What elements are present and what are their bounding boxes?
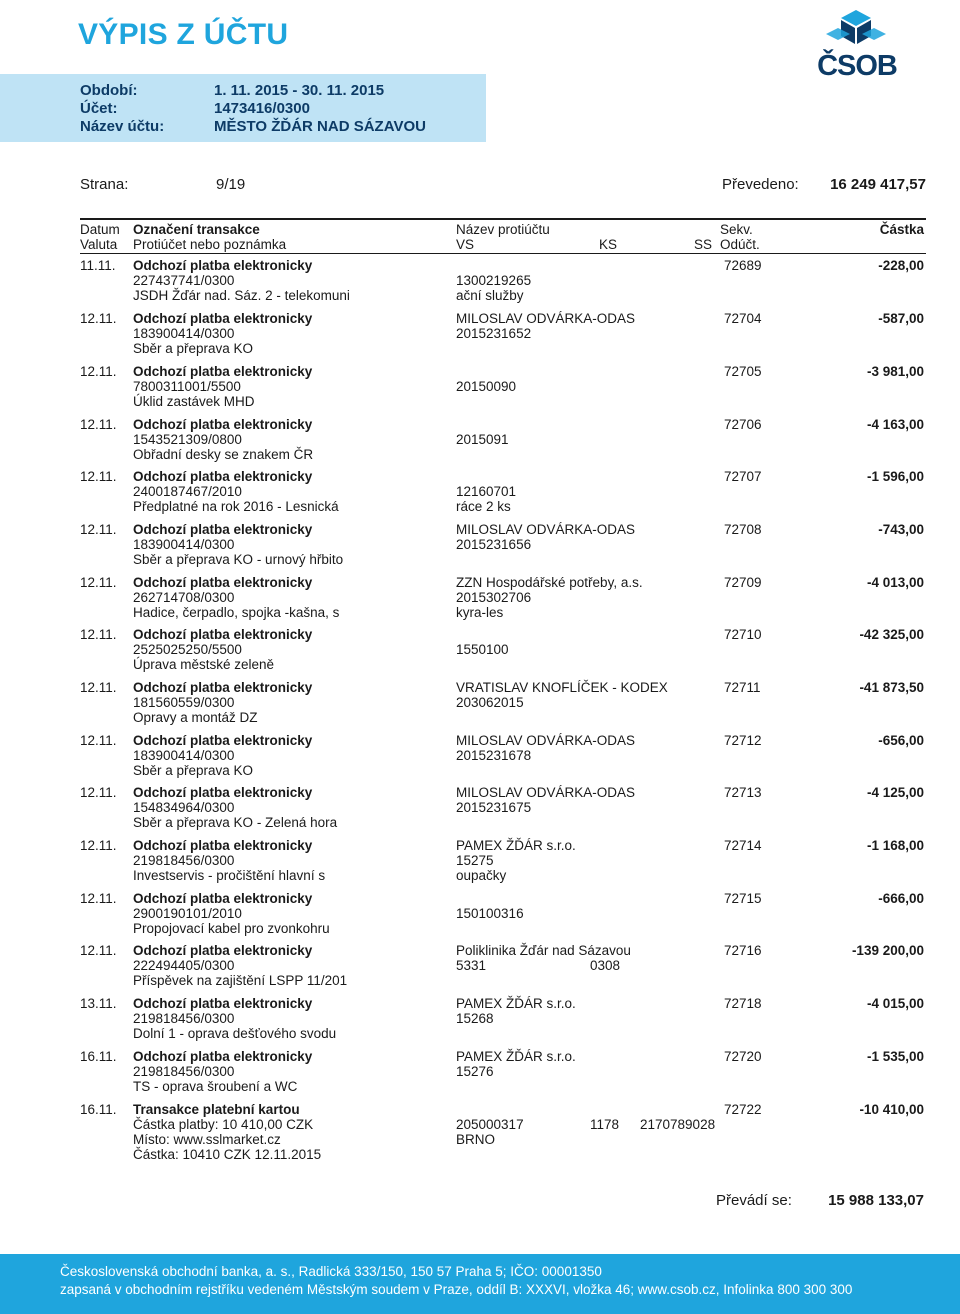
row-note: TS - oprava šroubení a WC bbox=[133, 1079, 298, 1094]
row-date: 12.11. bbox=[80, 627, 117, 642]
table-row bbox=[0, 258, 960, 310]
row-counter-account: 219818456/0300 bbox=[133, 1011, 235, 1026]
row-vs: 203062015 bbox=[456, 695, 524, 710]
row-counter-account: 7800311001/5500 bbox=[133, 379, 241, 394]
table-row bbox=[0, 311, 960, 363]
row-date: 13.11. bbox=[80, 996, 117, 1011]
table-row bbox=[0, 838, 960, 890]
row-counter-account: 2525025250/5500 bbox=[133, 642, 242, 657]
row-vs: 2015091 bbox=[456, 432, 509, 447]
row-counter-account: 183900414/0300 bbox=[133, 537, 235, 552]
row-vs: 15276 bbox=[456, 1064, 494, 1079]
row-card-city: BRNO bbox=[456, 1132, 496, 1147]
row-note: Příspěvek na zajištění LSPP 11/201 bbox=[133, 973, 348, 988]
footer-address: Československá obchodní banka, a. s., Radlická 333/150, 150 57 Praha 5; IČO: 00001350 bbox=[60, 1264, 602, 1279]
row-seq: 72708 bbox=[724, 522, 762, 537]
row-date: 12.11. bbox=[80, 311, 117, 326]
table-row bbox=[0, 469, 960, 521]
account-value: 1473416/0300 bbox=[214, 100, 310, 117]
row-amount: -4 163,00 bbox=[866, 417, 924, 432]
row-date: 16.11. bbox=[80, 1049, 117, 1064]
row-counter-name: PAMEX ŽĎÁR s.r.o. bbox=[456, 996, 576, 1011]
row-vs: 2015231678 bbox=[456, 748, 532, 763]
row-type: Odchozí platba elektronicky bbox=[133, 1049, 313, 1064]
row-date: 12.11. bbox=[80, 522, 117, 537]
col-vs: VS bbox=[456, 237, 475, 252]
row-vs: 2015302706 bbox=[456, 590, 532, 605]
row-date: 12.11. bbox=[80, 891, 117, 906]
row-counter-account: 2900190101/2010 bbox=[133, 906, 242, 921]
row-note: Investservis - pročištění hlavní s bbox=[133, 868, 326, 883]
table-row bbox=[0, 943, 960, 995]
page-number: 9/19 bbox=[216, 176, 246, 193]
table-row bbox=[0, 1102, 960, 1164]
row-vs: 5331 bbox=[456, 958, 487, 973]
row-date: 12.11. bbox=[80, 364, 117, 379]
row-counter-account: 219818456/0300 bbox=[133, 853, 235, 868]
row-note: Sběr a přeprava KO - urnový hřbito bbox=[133, 552, 344, 567]
carried-over-label: Převedeno: bbox=[722, 176, 799, 193]
row-type: Odchozí platba elektronicky bbox=[133, 891, 313, 906]
row-seq: 72709 bbox=[724, 575, 762, 590]
row-seq: 72704 bbox=[724, 311, 762, 326]
csob-logo bbox=[808, 8, 906, 80]
row-seq: 72712 bbox=[724, 733, 762, 748]
document-title: VÝPIS Z ÚČTU bbox=[78, 18, 289, 51]
row-amount: -743,00 bbox=[878, 522, 924, 537]
row-amount: -3 981,00 bbox=[866, 364, 924, 379]
row-type: Odchozí platba elektronicky bbox=[133, 469, 313, 484]
table-row bbox=[0, 996, 960, 1048]
row-date: 12.11. bbox=[80, 469, 117, 484]
row-note: Opravy a montáž DZ bbox=[133, 710, 258, 725]
row-counter-account: 219818456/0300 bbox=[133, 1064, 235, 1079]
row-type: Transakce platební kartou bbox=[133, 1102, 300, 1117]
row-vs: 15275 bbox=[456, 853, 494, 868]
row-note: Obřadní desky se znakem ČR bbox=[133, 447, 314, 462]
row-date: 12.11. bbox=[80, 838, 117, 853]
row-vs: 15268 bbox=[456, 1011, 494, 1026]
row-type: Odchozí platba elektronicky bbox=[133, 575, 313, 590]
table-row bbox=[0, 575, 960, 627]
row-date: 12.11. bbox=[80, 733, 117, 748]
col-amount: Částka bbox=[879, 222, 924, 237]
row-date: 16.11. bbox=[80, 1102, 117, 1117]
row-type: Odchozí platba elektronicky bbox=[133, 522, 313, 537]
row-counter-account: 183900414/0300 bbox=[133, 326, 235, 341]
row-counter-account: 1543521309/0800 bbox=[133, 432, 242, 447]
table-header-rule bbox=[80, 253, 926, 254]
row-vs: 1550100 bbox=[456, 642, 509, 657]
row-vs: 2015231675 bbox=[456, 800, 532, 815]
row-vs: 2015231656 bbox=[456, 537, 532, 552]
row-date: 11.11. bbox=[80, 258, 116, 273]
row-ss: 2170789028 bbox=[640, 1117, 716, 1132]
row-note: JSDH Žďár nad. Sáz. 2 - telekomuni bbox=[133, 288, 350, 303]
col-seq: Sekv. bbox=[720, 222, 753, 237]
table-row bbox=[0, 417, 960, 469]
row-type: Odchozí platba elektronicky bbox=[133, 943, 313, 958]
row-amount: -587,00 bbox=[878, 311, 924, 326]
row-amount: -41 873,50 bbox=[859, 680, 924, 695]
carry-forward-label: Převádí se: bbox=[716, 1192, 792, 1209]
row-type: Odchozí platba elektronicky bbox=[133, 364, 313, 379]
row-date: 12.11. bbox=[80, 680, 117, 695]
row-vs: 20150090 bbox=[456, 379, 517, 394]
row-vs: 150100316 bbox=[456, 906, 524, 921]
col-oduct: Odúčt. bbox=[720, 237, 760, 252]
row-note: Sběr a přeprava KO bbox=[133, 763, 254, 778]
row-counter-name: MILOSLAV ODVÁRKA-ODAS bbox=[456, 733, 636, 748]
row-seq: 72711 bbox=[724, 680, 761, 695]
row-counter-name: Poliklinika Žďár nad Sázavou bbox=[456, 943, 631, 958]
row-counter-name: PAMEX ŽĎÁR s.r.o. bbox=[456, 838, 576, 853]
row-vs: 2015231652 bbox=[456, 326, 532, 341]
row-counter-account: 2400187467/2010 bbox=[133, 484, 242, 499]
row-counter-account: 181560559/0300 bbox=[133, 695, 235, 710]
row-seq: 72714 bbox=[724, 838, 762, 853]
account-name-value: MĚSTO ŽĎÁR NAD SÁZAVOU bbox=[214, 118, 426, 135]
row-seq: 72722 bbox=[724, 1102, 762, 1117]
row-seq: 72716 bbox=[724, 943, 762, 958]
col-date: Datum bbox=[80, 222, 120, 237]
row-note-cont: oupačky bbox=[456, 868, 507, 883]
row-note-cont: ační služby bbox=[456, 288, 524, 303]
row-seq: 72715 bbox=[724, 891, 762, 906]
row-counter-account: 222494405/0300 bbox=[133, 958, 235, 973]
col-counter-account: Protiúčet nebo poznámka bbox=[133, 237, 287, 252]
row-vs: 205000317 bbox=[456, 1117, 524, 1132]
row-counter-account: 262714708/0300 bbox=[133, 590, 235, 605]
account-name-label: Název účtu: bbox=[80, 118, 165, 135]
row-seq: 72710 bbox=[724, 627, 762, 642]
row-note: Propojovací kabel pro zvonkohru bbox=[133, 921, 330, 936]
bank-footer bbox=[0, 1254, 960, 1314]
row-counter-account: 154834964/0300 bbox=[133, 800, 235, 815]
table-row bbox=[0, 627, 960, 679]
row-counter-account: 183900414/0300 bbox=[133, 748, 235, 763]
carried-over-value: 16 249 417,57 bbox=[830, 176, 926, 193]
row-counter-name: ZZN Hospodářské potřeby, a.s. bbox=[456, 575, 643, 590]
row-amount: -666,00 bbox=[878, 891, 924, 906]
row-note: Úklid zastávek MHD bbox=[133, 394, 255, 409]
row-vs: 1300219265 bbox=[456, 273, 532, 288]
row-type: Odchozí platba elektronicky bbox=[133, 258, 313, 273]
row-note: Sběr a přeprava KO bbox=[133, 341, 254, 356]
table-row bbox=[0, 733, 960, 785]
page-label: Strana: bbox=[80, 176, 129, 193]
row-type: Odchozí platba elektronicky bbox=[133, 838, 313, 853]
row-ks: 1178 bbox=[590, 1117, 620, 1132]
row-date: 12.11. bbox=[80, 575, 117, 590]
col-ss: SS bbox=[694, 237, 713, 252]
row-card-detail: Částka: 10410 CZK 12.11.2015 bbox=[133, 1147, 322, 1162]
csob-logo-mark bbox=[808, 8, 906, 50]
row-note: Hadice, čerpadlo, spojka -kašna, s bbox=[133, 605, 340, 620]
row-note-cont: ráce 2 ks bbox=[456, 499, 511, 514]
row-note: Sběr a přeprava KO - Zelená hora bbox=[133, 815, 338, 830]
row-seq: 72705 bbox=[724, 364, 762, 379]
row-type: Odchozí platba elektronicky bbox=[133, 311, 313, 326]
row-note: Dolní 1 - oprava dešťového svodu bbox=[133, 1026, 337, 1041]
row-amount: -4 125,00 bbox=[866, 785, 924, 800]
period-value: 1. 11. 2015 - 30. 11. 2015 bbox=[214, 82, 385, 99]
table-row bbox=[0, 522, 960, 574]
table-row bbox=[0, 364, 960, 416]
row-card-amount: Částka platby: 10 410,00 CZK bbox=[133, 1117, 314, 1132]
row-seq: 72718 bbox=[724, 996, 762, 1011]
row-counter-name: VRATISLAV KNOFLÍČEK - KODEX bbox=[456, 680, 668, 695]
table-row bbox=[0, 680, 960, 732]
row-note: Předplatné na rok 2016 - Lesnická bbox=[133, 499, 339, 514]
carry-forward-value: 15 988 133,07 bbox=[828, 1192, 924, 1209]
row-ks: 0308 bbox=[590, 958, 621, 973]
row-counter-name: MILOSLAV ODVÁRKA-ODAS bbox=[456, 785, 636, 800]
row-type: Odchozí platba elektronicky bbox=[133, 733, 313, 748]
row-counter-account: 227437741/0300 bbox=[133, 273, 235, 288]
row-seq: 72720 bbox=[724, 1049, 762, 1064]
row-type: Odchozí platba elektronicky bbox=[133, 785, 313, 800]
row-amount: -10 410,00 bbox=[859, 1102, 924, 1117]
col-valuta: Valuta bbox=[80, 237, 118, 252]
row-amount: -4 013,00 bbox=[866, 575, 924, 590]
row-amount: -42 325,00 bbox=[859, 627, 924, 642]
account-label: Účet: bbox=[80, 100, 118, 117]
table-row bbox=[0, 785, 960, 837]
row-amount: -139 200,00 bbox=[851, 943, 924, 958]
row-card-place: Místo: www.sslmarket.cz bbox=[133, 1132, 281, 1147]
row-date: 12.11. bbox=[80, 417, 117, 432]
col-ks: KS bbox=[599, 237, 618, 252]
row-amount: -1 168,00 bbox=[866, 838, 924, 853]
row-counter-name: MILOSLAV ODVÁRKA-ODAS bbox=[456, 311, 636, 326]
footer-registry: zapsaná v obchodním rejstříku vedeném Městským soudem v Praze, oddíl B: XXXVI, vložka 46; www.csob.cz, Infolinka 800 300 300 bbox=[60, 1282, 853, 1297]
table-row bbox=[0, 1049, 960, 1101]
row-counter-name: MILOSLAV ODVÁRKA-ODAS bbox=[456, 522, 636, 537]
row-seq: 72689 bbox=[724, 258, 762, 273]
row-note: Úprava městské zeleně bbox=[133, 657, 275, 672]
row-counter-name: PAMEX ŽĎÁR s.r.o. bbox=[456, 1049, 576, 1064]
row-note-cont: kyra-les bbox=[456, 605, 504, 620]
table-row bbox=[0, 891, 960, 943]
row-seq: 72706 bbox=[724, 417, 762, 432]
row-date: 12.11. bbox=[80, 943, 117, 958]
row-amount: -228,00 bbox=[878, 258, 924, 273]
col-transaction: Označení transakce bbox=[133, 222, 260, 237]
row-seq: 72713 bbox=[724, 785, 762, 800]
row-amount: -4 015,00 bbox=[866, 996, 924, 1011]
row-vs: 12160701 bbox=[456, 484, 517, 499]
row-amount: -656,00 bbox=[878, 733, 924, 748]
row-amount: -1 596,00 bbox=[866, 469, 924, 484]
period-label: Období: bbox=[80, 82, 138, 99]
row-type: Odchozí platba elektronicky bbox=[133, 680, 313, 695]
row-type: Odchozí platba elektronicky bbox=[133, 417, 313, 432]
row-amount: -1 535,00 bbox=[866, 1049, 924, 1064]
row-seq: 72707 bbox=[724, 469, 762, 484]
table-top-rule bbox=[80, 218, 926, 220]
col-counter-name: Název protiúčtu bbox=[456, 222, 550, 237]
row-type: Odchozí platba elektronicky bbox=[133, 627, 313, 642]
row-date: 12.11. bbox=[80, 785, 117, 800]
account-info-box bbox=[0, 74, 486, 142]
logo-wordmark: ČSOB bbox=[817, 50, 897, 82]
row-type: Odchozí platba elektronicky bbox=[133, 996, 313, 1011]
